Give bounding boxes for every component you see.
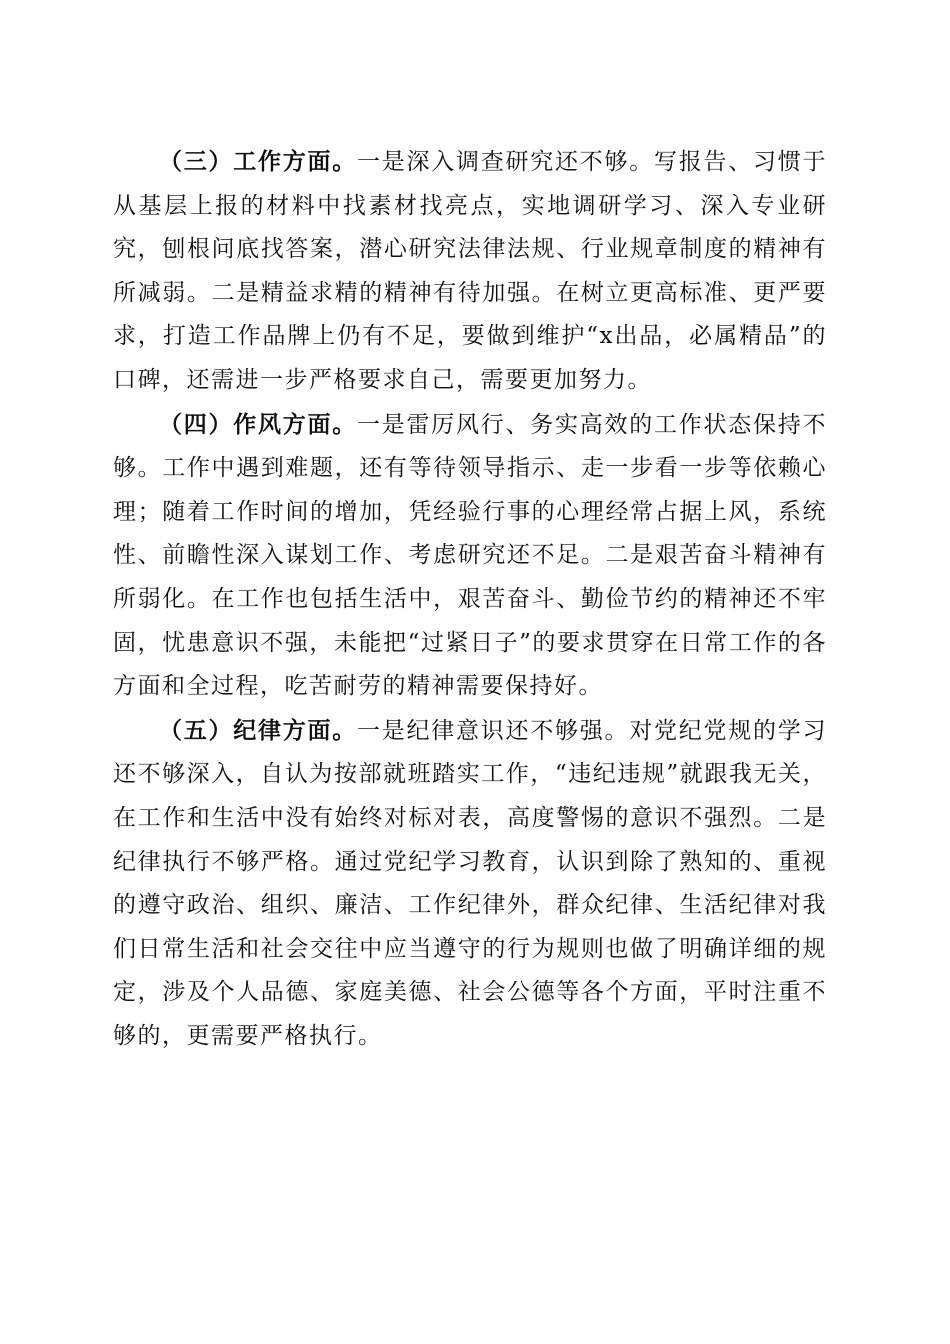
paragraph-style <box>113 403 827 709</box>
paragraph-text: 一是深入调查研究还不够。写报告、习惯于从基层上报的材料中找素材找亮点，实地调研学习、深入专业研究，刨根问底找答案，潜心研究法律法规、行业规章制度的精神有所减弱。二是精益求精的精神有待加强。在树立更高标准、更严要求，打造工作品牌上仍有不足，要做到维护“x出品，必属精品”的口碑，还需进一步严格要求自己，需要更加努力。 <box>113 149 827 393</box>
paragraph-text: 一是雷厉风行、务实高效的工作状态保持不够。工作中遇到难题，还有等待领导指示、走一步看一步等依赖心理；随着工作时间的增加，凭经验行事的心理经常占据上风，系统性、前瞻性深入谋划工作、考虑研究还不足。二是艰苦奋斗精神有所弱化。在工作也包括生活中，艰苦奋斗、勤俭节约的精神还不牢固，忧患意识不强，未能把“过紧日子”的要求贯穿在日常工作的各方面和全过程，吃苦耐劳的精神需要保持好。 <box>113 411 827 700</box>
paragraph-heading: （四）作风方面。 <box>159 410 357 438</box>
paragraph-text: 一是纪律意识还不够强。对党纪党规的学习还不够深入，自认为按部就班踏实工作，“违纪违规”就跟我无关，在工作和生活中没有始终对标对表，高度警惕的意识不强烈。二是纪律执行不够严格。通过党纪学习教育，认识到除了熟知的、重视的遵守政治、组织、廉洁、工作纪律外，群众纪律、生活纪律对我们日常生活和社会交往中应当遵守的行为规则也做了明确详细的规定，涉及个人品德、家庭美德、社会公德等各个方面，平时注重不够的，更需要严格执行。 <box>113 717 827 1049</box>
paragraph-discipline <box>113 709 827 1059</box>
paragraph-heading: （五）纪律方面。 <box>159 716 357 744</box>
document-body <box>113 140 827 1058</box>
paragraph-heading: （三）工作方面。 <box>159 148 357 175</box>
paragraph-work <box>113 140 827 403</box>
